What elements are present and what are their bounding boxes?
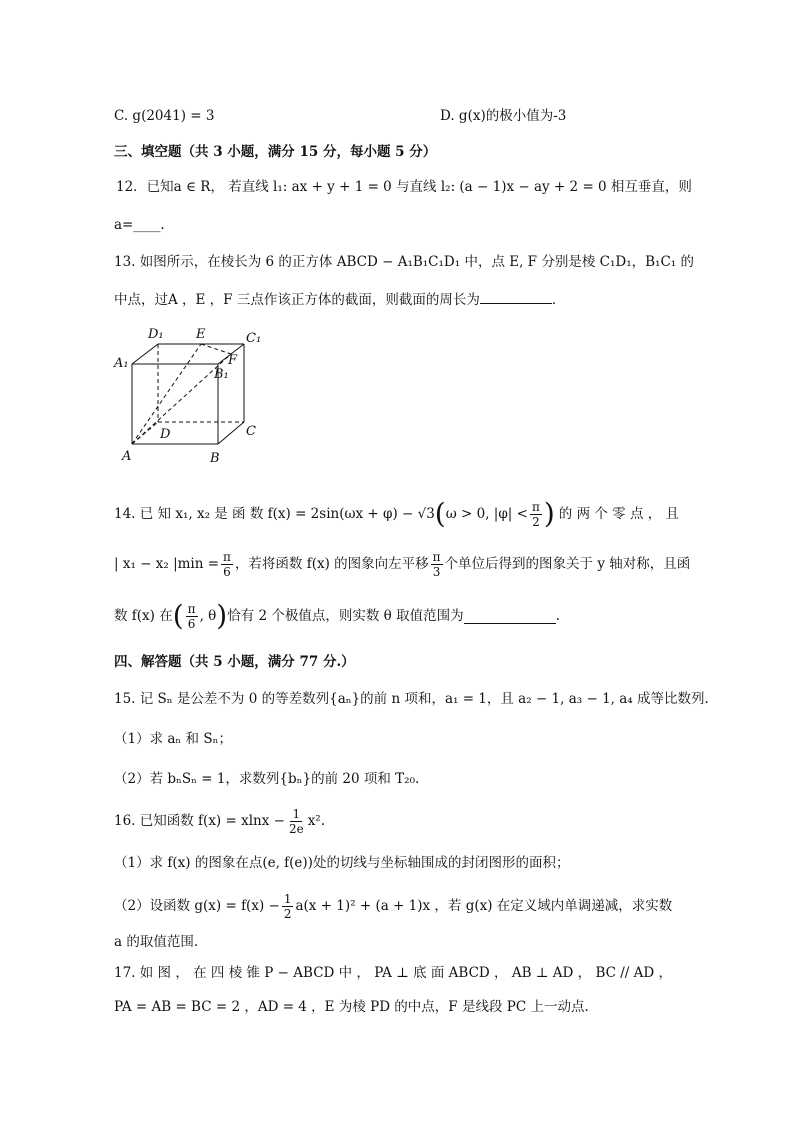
q14-line2-post: 个单位后得到的图象关于 y 轴对称，且函 xyxy=(444,556,691,572)
paren-close: ) xyxy=(543,497,555,530)
q12-line2: a=____. xyxy=(114,217,165,233)
label-c: C xyxy=(246,424,256,439)
frac-pi-6: $\frac{\pi}{6}$ xyxy=(223,549,231,579)
label-f: F xyxy=(228,353,238,368)
paren-open-2: ( xyxy=(172,599,184,632)
q15-part1: （1）求 aₙ 和 Sₙ； xyxy=(114,731,232,747)
q13-line2-end: ． xyxy=(551,292,566,308)
frac-1-2e: $\frac{1}{2e}$ xyxy=(288,806,304,836)
label-b1: B₁ xyxy=(214,367,229,382)
q14-line3-end: . xyxy=(555,608,560,624)
q16-part2 xyxy=(114,888,672,924)
q17-line1: 17. 如 图 ， 在 四 棱 锥 P − ABCD 中 ， PA ⊥ 底 面 ABCD ， AB ⊥ AD ， BC // AD ， xyxy=(114,965,672,981)
q16-part1: （1）求 f(x) 的图象在点(e, f(e))处的切线与坐标轴围成的封闭图形的面积； xyxy=(114,855,570,871)
frac-pi-3: $\frac{\pi}{3}$ xyxy=(432,549,441,579)
cube-figure xyxy=(110,322,270,470)
q13-line2 xyxy=(114,289,565,310)
option-d: D. g(x)的极小值为-3 xyxy=(440,108,567,124)
q16-p2-pre: （2）设函数 g(x) = f(x) − xyxy=(114,898,280,914)
q14-line1-pre: 14. 已 知 x₁, x₂ 是 函 数 f(x) = 2sin(ωx + φ) − √3 xyxy=(114,506,435,522)
label-a: A xyxy=(122,449,132,464)
section-3-title: 三、填空题（共 3 小题，满分 15 分，每小题 5 分） xyxy=(114,144,437,160)
q12-line1: 12．已知a ∈ R， 若直线 l₁: ax + y + 1 = 0 与直线 l₂: (a − 1)x − ay + 2 = 0 相互垂直，则 xyxy=(116,179,692,195)
frac-pi-6-b: $\frac{\pi}{6}$ xyxy=(187,601,196,631)
answer-blank xyxy=(480,289,552,304)
frac-pi-2: $\frac{\pi}{2}$ xyxy=(531,499,540,529)
q15-line1: 15. 记 Sₙ 是公差不为 0 的等差数列{aₙ}的前 n 项和，a₁ = 1，且 a₂ − 1, a₃ − 1, a₄ 成等比数列. xyxy=(114,691,709,707)
q14-line2-pre: | x₁ − x₂ |min = xyxy=(114,556,220,572)
label-e: E xyxy=(196,327,206,342)
q13-line1: 13. 如图所示，在棱长为 6 的正方体 ABCD − A₁B₁C₁D₁ 中，点 E, F 分别是棱 C₁D₁，B₁C₁ 的 xyxy=(114,254,694,270)
paren-open: ( xyxy=(434,497,446,530)
label-d1: D₁ xyxy=(148,327,164,342)
option-c: C. g(2041) = 3 xyxy=(114,108,215,124)
q15-part2: （2）若 bₙSₙ = 1，求数列{bₙ}的前 20 项和 T₂₀. xyxy=(114,771,420,787)
q14-line1-post: 的 两 个 零 点 ， 且 xyxy=(558,506,680,522)
q14-line3-post: 恰有 2 个极值点，则实数 θ 取值范围为 xyxy=(227,608,464,624)
q14-line3-pre: 数 f(x) 在 xyxy=(114,608,173,624)
q14-line3 xyxy=(114,596,560,636)
q14-line1 xyxy=(114,496,679,532)
q14-theta: , θ xyxy=(199,608,217,624)
q14-cond: ω > 0, |φ| < xyxy=(445,506,528,522)
q16-line1 xyxy=(114,804,325,838)
q16-part2-line2: a 的取值范围. xyxy=(114,934,199,950)
q16-p2-post: a(x + 1)² + (a + 1)x ，若 g(x) 在定义域内单调递减，求实数 xyxy=(295,898,673,914)
label-a1: A₁ xyxy=(114,356,129,371)
q13-line2-text: 中点，过A ，E ，F 三点作该正方体的截面，则截面的周长为 xyxy=(114,292,480,308)
q17-line2: PA = AB = BC = 2 ，AD = 4 ，E 为棱 PD 的中点，F 是线段 PC 上一动点. xyxy=(114,999,589,1015)
frac-1-2: $\frac{1}{2}$ xyxy=(283,891,292,921)
label-b: B xyxy=(210,451,220,466)
q16-line1-post: x². xyxy=(307,813,326,829)
paren-close-2: ) xyxy=(216,599,228,632)
answer-blank-2 xyxy=(464,609,556,624)
q14-line2-mid: ，若将函数 f(x) 的图象向左平移 xyxy=(234,556,429,572)
section-4-title: 四、解答题（共 5 小题，满分 77 分.） xyxy=(114,654,355,670)
q14-line2 xyxy=(114,546,690,582)
q16-line1-pre: 16. 已知函数 f(x) = xlnx − xyxy=(114,813,285,829)
label-d: D xyxy=(160,427,171,442)
label-c1: C₁ xyxy=(246,331,262,346)
